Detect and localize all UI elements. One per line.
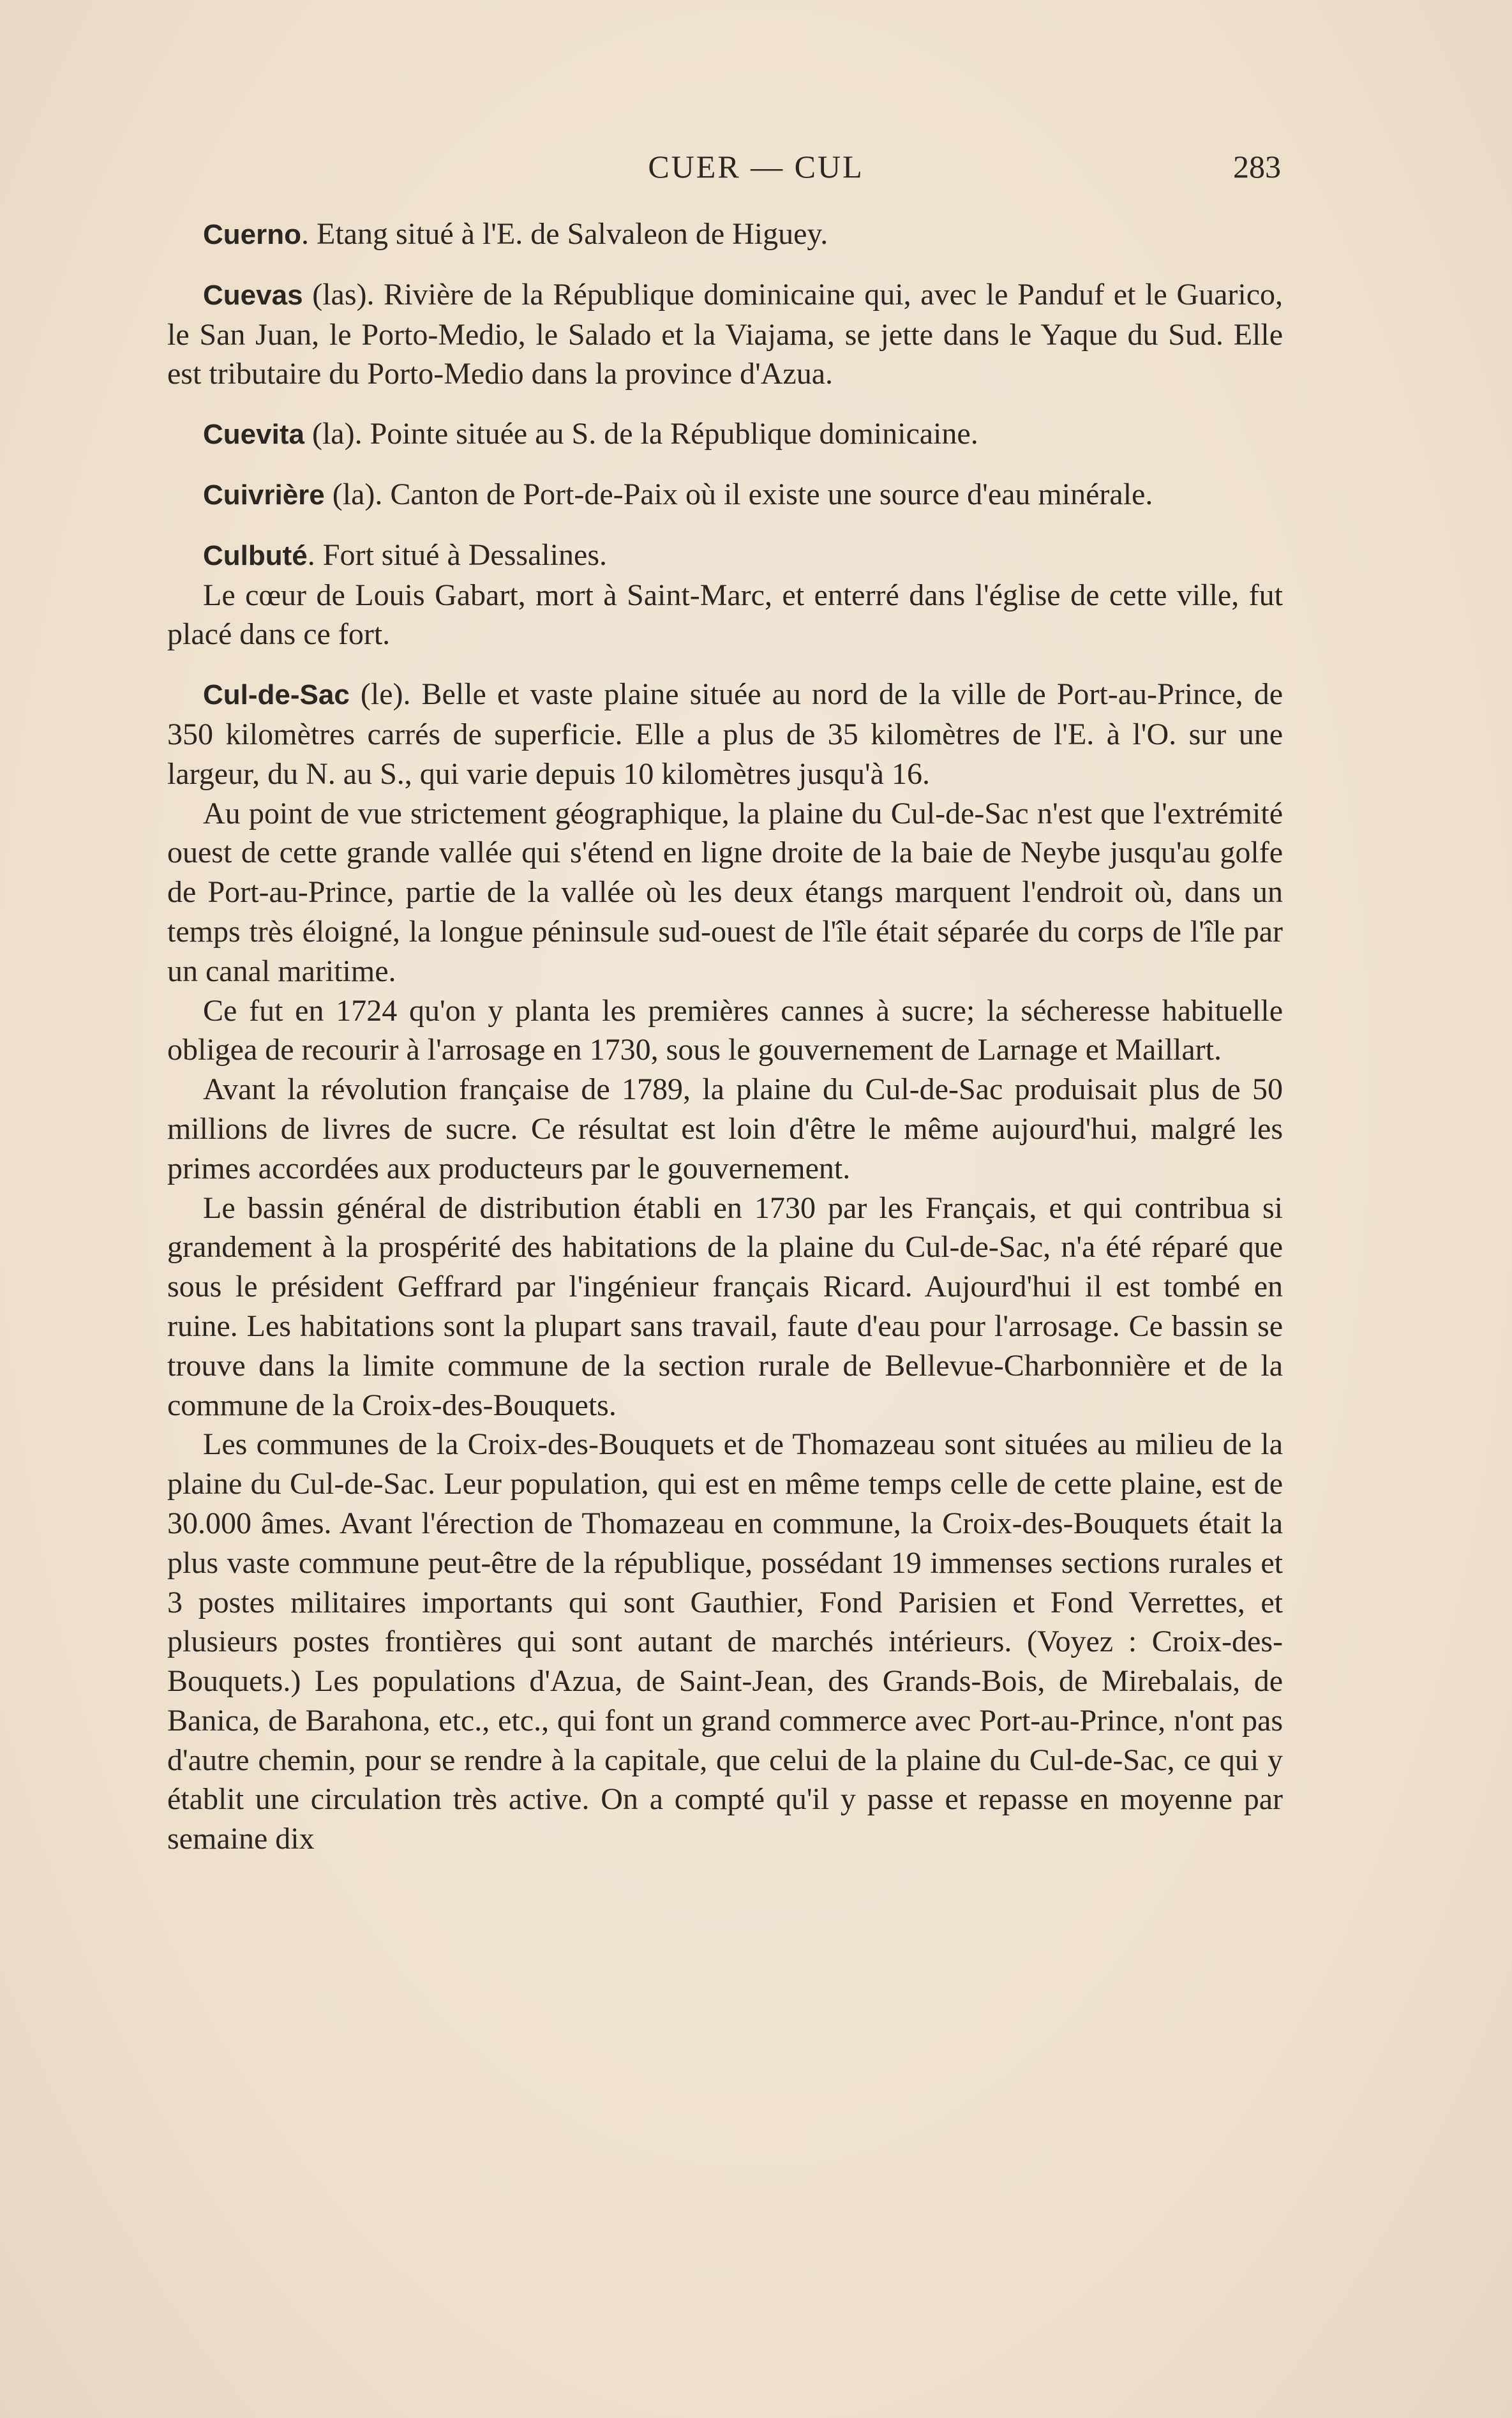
entry-paragraph: Le cœur de Louis Gabart, mort à Saint-Marc, et enterré dans l'église de cette ville, fut placé dans ce fort. xyxy=(167,578,1283,652)
entry-cul-de-sac xyxy=(167,675,1283,1859)
entry-paragraph: Au point de vue strictement géographique, la plaine du Cul-de-Sac n'est que l'extrémité ouest de cette grande vallée qui s'étend en ligne droite de la baie de Neybe jusqu'au golfe de Port-au-Prince, partie de la vallée où les deux étangs marquent l'endroit où, dans un temps très éloigné, la longue péninsule sud-ouest de l'île était séparée du corps de l'île par un canal maritime. xyxy=(167,796,1283,988)
entry-text: . Fort situé à Dessalines. xyxy=(307,537,608,572)
page-number: 283 xyxy=(1233,149,1281,184)
entry-culbute xyxy=(167,536,1283,654)
entry-cuevita xyxy=(167,414,1283,454)
entry-text: (la). Canton de Port-de-Paix où il existe une source d'eau minérale. xyxy=(324,477,1153,511)
headword: Culbuté xyxy=(203,539,308,571)
entry-text: (las). Rivière de la République dominicaine qui, avec le Panduf et le Guarico, le San Juan, le Porto-Medio, le Salado et la Viajama, se jette dans le Yaque du Sud. Elle est tributaire du Porto-Medio dans la province d'Azua. xyxy=(167,277,1283,391)
headword: Cuevas xyxy=(203,279,303,311)
entry-paragraph: Les communes de la Croix-des-Bouquets et de Thomazeau sont situées au milieu de la plaine du Cul-de-Sac. Leur population, qui est en même temps celle de cette plaine, est de 30.000 âmes. Avant l'érection de Thomazeau en commune, la Croix-des-Bouquets était la plus vaste commune peut-être de la république, possédant 19 immenses sections rurales et 3 postes militaires importants qui sont Gauthier, Fond Parisien et Fond Verrettes, et plusieurs postes frontières qui sont autant de marchés intérieurs. (Voyez : Croix-des-Bouquets.) Les populations d'Azua, de Saint-Jean, des Grands-Bois, de Mirebalais, de Banica, de Barahona, etc., etc., qui font un grand commerce avec Port-au-Prince, n'ont pas d'autre chemin, pour se rendre à la capitale, que celui de la plaine du Cul-de-Sac, ce qui y établit une circulation très active. On a compté qu'il y passe et repasse en moyenne par semaine dix xyxy=(167,1427,1283,1856)
headword: Cuerno xyxy=(203,219,301,250)
headword: Cuivrière xyxy=(203,479,325,511)
entry-paragraph: Ce fut en 1724 qu'on y planta les premières cannes à sucre; la sécheresse habituelle obligea de recourir à l'arrosage en 1730, sous le gouvernement de Larnage et Maillart. xyxy=(167,993,1283,1067)
entry-text: (le). Belle et vaste plaine située au nord de la ville de Port-au-Prince, de 350 kilomètres carrés de superficie. Elle a plus de 35 kilomètres de l'E. à l'O. sur une largeur, du N. au S., qui varie depuis 10 kilomètres jusqu'à 16. xyxy=(167,677,1283,791)
entry-paragraph: Le bassin général de distribution établi en 1730 par les Français, et qui contribua si grandement à la prospérité des habitations de la plaine du Cul-de-Sac, n'a été réparé que sous le président Geffrard par l'ingénieur français Ricard. Aujourd'hui il est tombé en ruine. Les habitations sont la plupart sans travail, faute d'eau pour l'arrosage. Ce bassin se trouve dans la limite commune de la section rurale de Bellevue-Charbonnière et de la commune de la Croix-des-Bouquets. xyxy=(167,1190,1283,1422)
entry-text: (la). Pointe située au S. de la République dominicaine. xyxy=(304,417,978,451)
entry-text: . Etang situé à l'E. de Salvaleon de Higuey. xyxy=(301,217,828,251)
entry-cuerno xyxy=(167,214,1283,255)
entry-cuevas xyxy=(167,275,1283,394)
headword: Cul-de-Sac xyxy=(203,679,350,711)
entry-paragraph: Avant la révolution française de 1789, la plaine du Cul-de-Sac produisait plus de 50 millions de livres de sucre. Ce résultat est loin d'être le même aujourd'hui, malgré les primes accordées aux producteurs par le gouvernement. xyxy=(167,1072,1283,1185)
dictionary-text xyxy=(167,214,1283,1879)
entry-cuivriere xyxy=(167,475,1283,515)
headword: Cuevita xyxy=(203,419,304,451)
running-head-title: CUER — CUL xyxy=(648,149,864,184)
running-head xyxy=(0,148,1512,199)
